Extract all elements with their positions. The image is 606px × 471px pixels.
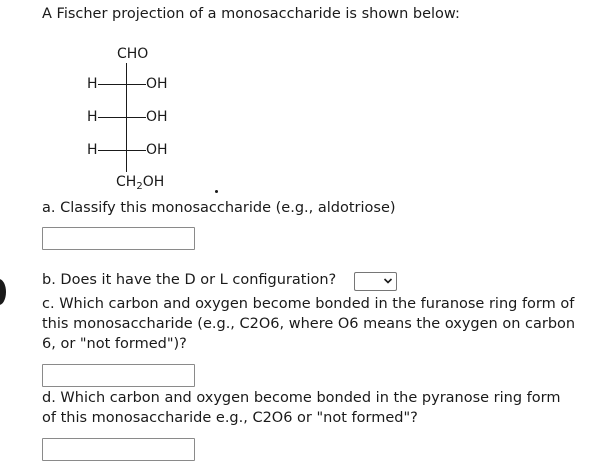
fischer-bottom-subscript: 2 [136,181,143,192]
question-c-text: c. Which carbon and oxygen become bonded in the furanose ring form of this monosaccharide (e.g., C2O6, where O6 means the oxygen on carbon 6, or "not formed")? [42,296,576,352]
question-a-text: a. Classify this monosaccharide (e.g., aldotriose) [42,200,396,216]
fischer-row-3-left: H [87,142,98,158]
intro-text: A Fischer projection of a monosaccharide is shown below: [42,6,460,22]
fischer-row-3-bond [98,150,146,151]
fischer-row-2-bond [98,117,146,118]
stray-dot [215,190,218,193]
fischer-bottom-suffix: OH [142,174,165,190]
fischer-row-2-left: H [87,109,98,125]
fischer-bottom-main: CH [116,174,137,190]
question-d-text: d. Which carbon and oxygen become bonded in the pyranose ring form of this monosaccharide e.g., C2O6 or "not formed"? [42,390,561,426]
fischer-top-group: CHO [117,46,149,62]
fischer-row-1-right: OH [146,76,168,92]
chevron-down-icon [383,276,393,286]
fischer-row-1-left: H [87,76,98,92]
fischer-row-3-right: OH [146,142,168,158]
question-b-text: b. Does it have the D or L configuration? [42,272,337,288]
furanose-answer-input[interactable] [42,364,195,387]
edge-mark [0,279,6,305]
pyranose-answer-input[interactable] [42,438,195,461]
fischer-row-2-right: OH [146,109,168,125]
configuration-select[interactable] [354,272,397,291]
fischer-row-1-bond [98,84,146,85]
classify-answer-input[interactable] [42,227,195,250]
fischer-bottom-group [116,174,164,192]
